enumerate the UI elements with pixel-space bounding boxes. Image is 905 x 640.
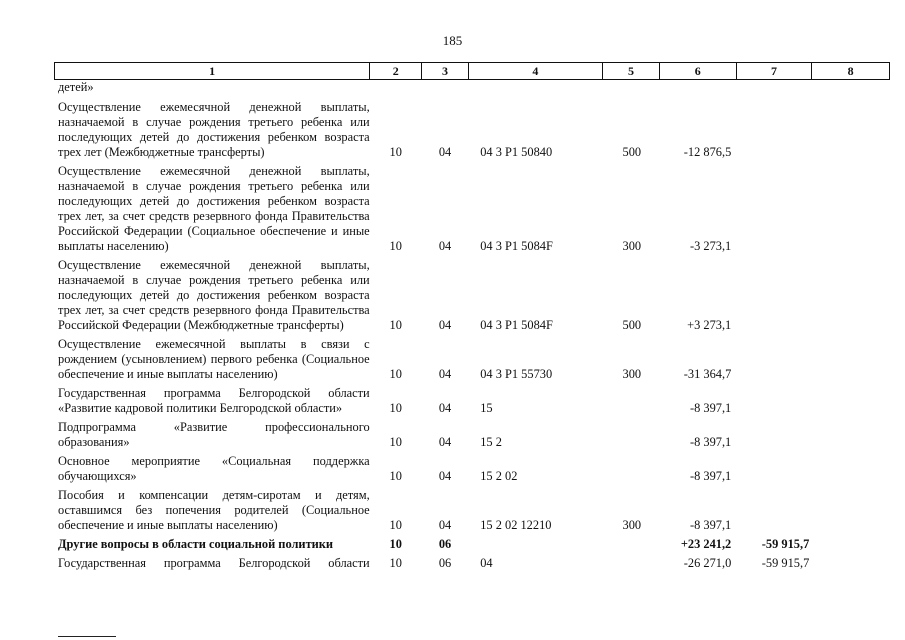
- row-subsection: 04: [438, 469, 452, 483]
- row-name: Осуществление ежемесячной выплаты в связи с рождением (усыновлением) первого ребенка (Социальное обеспечение и иные выплаты населению): [58, 337, 370, 381]
- row-name: Осуществление ежемесячной денежной выплаты, назначаемой в случае рождения третьего ребенка или последующих детей до достижения ребенком возраста трех лет, за счет средств резервного фонда Правительства Российской Федерации (Социальное обеспечение и иные выплаты населению): [58, 164, 370, 253]
- table-row: [54, 454, 890, 484]
- row-section: 10: [389, 239, 402, 253]
- row-amount-col6: -3 273,1: [689, 239, 732, 253]
- row-subsection: 04: [438, 435, 452, 449]
- footnote-separator: [58, 636, 116, 637]
- table-row: [54, 164, 890, 254]
- header-col-3: 3: [422, 63, 468, 79]
- row-subsection: 06: [438, 537, 452, 551]
- table-row: [54, 420, 890, 450]
- row-target-code: 04: [480, 556, 493, 570]
- table-row: [54, 258, 890, 333]
- row-section: 10: [389, 537, 402, 551]
- row-section: 10: [389, 556, 402, 570]
- row-name: Основное мероприятие «Социальная поддержка обучающихся»: [58, 454, 370, 483]
- row-subsection: 04: [438, 145, 452, 159]
- row-section: 10: [389, 367, 402, 381]
- row-subsection: 04: [438, 401, 452, 415]
- row-amount-col6: +3 273,1: [687, 318, 732, 332]
- row-section: 10: [389, 435, 402, 449]
- table-body: [54, 80, 890, 571]
- table-row: [54, 488, 890, 533]
- row-section: 10: [389, 145, 402, 159]
- row-expense-type: 500: [622, 318, 642, 332]
- row-expense-type: 300: [622, 367, 642, 381]
- row-name: Подпрограмма «Развитие профессионального образования»: [58, 420, 370, 449]
- row-amount-col6: -26 271,0: [683, 556, 732, 570]
- row-amount-col6: -8 397,1: [689, 518, 732, 532]
- row-name: Осуществление ежемесячной денежной выплаты, назначаемой в случае рождения третьего ребенка или последующих детей до достижения ребенком возраста трех лет (Межбюджетные трансферты): [58, 100, 370, 159]
- row-section: 10: [389, 401, 402, 415]
- row-amount-col6: -8 397,1: [689, 401, 732, 415]
- header-col-6: 6: [660, 63, 737, 79]
- row-amount-col6: +23 241,2: [680, 537, 732, 551]
- row-expense-type: 300: [622, 239, 642, 253]
- row-amount-col6: -8 397,1: [689, 469, 732, 483]
- row-target-code: 04 3 P1 50840: [480, 145, 553, 159]
- header-col-4: 4: [469, 63, 603, 79]
- row-target-code: 04 3 P1 5084F: [480, 239, 553, 253]
- row-name: Осуществление ежемесячной денежной выплаты, назначаемой в случае рождения третьего ребенка или последующих детей до достижения ребенком возраста трех лет, за счет средств резервного фонда Правительства Российской Федерации (Межбюджетные трансферты): [58, 258, 370, 332]
- row-subsection: 04: [438, 367, 452, 381]
- row-section: 10: [389, 518, 402, 532]
- row-name: детей»: [58, 80, 94, 94]
- row-target-code: 04 3 P1 5084F: [480, 318, 553, 332]
- table-row: [54, 537, 890, 552]
- table-header: [54, 62, 890, 80]
- table-row: [54, 100, 890, 160]
- table-row: [54, 337, 890, 382]
- header-col-5: 5: [603, 63, 660, 79]
- row-amount-col6: -8 397,1: [689, 435, 732, 449]
- row-amount-col7: -59 915,7: [761, 556, 810, 570]
- row-name: Государственная программа Белгородской области: [58, 556, 370, 570]
- header-col-2: 2: [370, 63, 422, 79]
- row-subsection: 06: [438, 556, 452, 570]
- row-amount-col6: -31 364,7: [683, 367, 732, 381]
- table-row: [54, 386, 890, 416]
- row-expense-type: 500: [622, 145, 642, 159]
- row-subsection: 04: [438, 318, 452, 332]
- row-amount-col7: -59 915,7: [761, 537, 810, 551]
- header-col-1: 1: [55, 63, 370, 79]
- header-col-8: 8: [847, 64, 854, 78]
- row-name: Другие вопросы в области социальной политики: [58, 537, 334, 551]
- row-target-code: 15 2: [480, 435, 502, 449]
- row-subsection: 04: [438, 518, 452, 532]
- row-target-code: 15 2 02 12210: [480, 518, 552, 532]
- row-section: 10: [389, 318, 402, 332]
- table-row: [54, 556, 890, 571]
- row-name: Государственная программа Белгородской области «Развитие кадровой политики Белгородской области»: [58, 386, 370, 415]
- row-target-code: 04 3 P1 55730: [480, 367, 553, 381]
- header-col-7: 7: [737, 63, 813, 79]
- row-name: Пособия и компенсации детям-сиротам и детям, оставшимся без попечения родителей (Социальное обеспечение и иные выплаты населению): [58, 488, 370, 532]
- row-target-code: 15 2 02: [480, 469, 518, 483]
- row-target-code: 15: [480, 401, 493, 415]
- row-amount-col6: -12 876,5: [683, 145, 732, 159]
- page-number: 185: [442, 33, 463, 48]
- row-section: 10: [389, 469, 402, 483]
- table-row: [54, 80, 890, 95]
- row-subsection: 04: [438, 239, 452, 253]
- row-expense-type: 300: [622, 518, 642, 532]
